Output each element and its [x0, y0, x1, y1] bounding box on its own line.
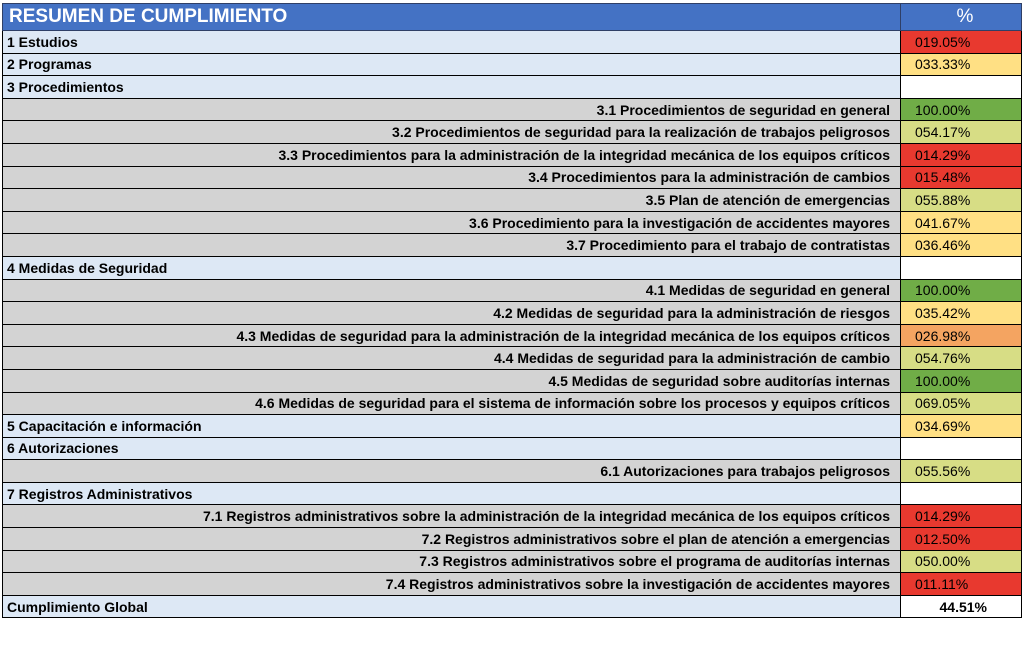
section-row	[3, 53, 1022, 76]
subsection-row	[3, 166, 1022, 189]
row-percent[interactable]: 054.17%	[901, 121, 1022, 144]
row-label[interactable]: 4.2 Medidas de seguridad para la administración de riesgos	[3, 302, 901, 325]
percent-column-header[interactable]: %	[901, 4, 1022, 31]
section-row	[3, 415, 1022, 438]
row-label[interactable]: 3.6 Procedimiento para la investigación de accidentes mayores	[3, 211, 901, 234]
row-percent[interactable]	[901, 437, 1022, 460]
row-label[interactable]: 1 Estudios	[3, 31, 901, 54]
row-percent[interactable]: 055.56%	[901, 460, 1022, 483]
row-label[interactable]: 4.6 Medidas de seguridad para el sistema de información sobre los procesos y equipos críticos	[3, 392, 901, 415]
row-percent[interactable]: 014.29%	[901, 143, 1022, 166]
subsection-row	[3, 369, 1022, 392]
row-percent[interactable]: 100.00%	[901, 279, 1022, 302]
row-label[interactable]: 7.1 Registros administrativos sobre la administración de la integridad mecánica de los equipos críticos	[3, 505, 901, 528]
table-body	[3, 31, 1022, 596]
row-percent[interactable]: 100.00%	[901, 98, 1022, 121]
section-row	[3, 482, 1022, 505]
row-label[interactable]: 6 Autorizaciones	[3, 437, 901, 460]
row-label[interactable]: 4.3 Medidas de seguridad para la administración de la integridad mecánica de los equipos críticos	[3, 324, 901, 347]
subsection-row	[3, 324, 1022, 347]
row-percent[interactable]: 050.00%	[901, 550, 1022, 573]
row-percent[interactable]: 054.76%	[901, 347, 1022, 370]
row-label[interactable]: 3 Procedimientos	[3, 76, 901, 99]
row-label[interactable]: 7.2 Registros administrativos sobre el plan de atención a emergencias	[3, 528, 901, 551]
row-label[interactable]: 4.1 Medidas de seguridad en general	[3, 279, 901, 302]
subsection-row	[3, 98, 1022, 121]
row-label[interactable]: 7.3 Registros administrativos sobre el programa de auditorías internas	[3, 550, 901, 573]
row-label[interactable]: 3.2 Procedimientos de seguridad para la realización de trabajos peligrosos	[3, 121, 901, 144]
section-row	[3, 31, 1022, 54]
table-title[interactable]: RESUMEN DE CUMPLIMIENTO	[3, 4, 901, 31]
subsection-row	[3, 550, 1022, 573]
row-percent[interactable]: 055.88%	[901, 189, 1022, 212]
row-percent[interactable]: 036.46%	[901, 234, 1022, 257]
row-percent[interactable]: 033.33%	[901, 53, 1022, 76]
row-label[interactable]: 3.4 Procedimientos para la administración de cambios	[3, 166, 901, 189]
section-row	[3, 76, 1022, 99]
row-label[interactable]: 3.3 Procedimientos para la administración de la integridad mecánica de los equipos críticos	[3, 143, 901, 166]
subsection-row	[3, 573, 1022, 596]
row-percent[interactable]	[901, 76, 1022, 99]
subsection-row	[3, 279, 1022, 302]
subsection-row	[3, 460, 1022, 483]
row-label[interactable]: 4.4 Medidas de seguridad para la administración de cambio	[3, 347, 901, 370]
row-label[interactable]: 5 Capacitación e información	[3, 415, 901, 438]
total-label[interactable]: Cumplimiento Global	[3, 595, 901, 618]
subsection-row	[3, 505, 1022, 528]
row-label[interactable]: 4.5 Medidas de seguridad sobre auditorías internas	[3, 369, 901, 392]
row-percent[interactable]	[901, 256, 1022, 279]
subsection-row	[3, 143, 1022, 166]
row-label[interactable]: 3.1 Procedimientos de seguridad en general	[3, 98, 901, 121]
section-row	[3, 437, 1022, 460]
subsection-row	[3, 121, 1022, 144]
row-percent[interactable]: 014.29%	[901, 505, 1022, 528]
section-row	[3, 256, 1022, 279]
row-percent[interactable]: 069.05%	[901, 392, 1022, 415]
row-label[interactable]: 7 Registros Administrativos	[3, 482, 901, 505]
row-percent[interactable]: 100.00%	[901, 369, 1022, 392]
subsection-row	[3, 189, 1022, 212]
row-label[interactable]: 6.1 Autorizaciones para trabajos peligrosos	[3, 460, 901, 483]
row-label[interactable]: 2 Programas	[3, 53, 901, 76]
compliance-summary-table	[2, 3, 1022, 618]
row-percent[interactable]: 026.98%	[901, 324, 1022, 347]
row-label[interactable]: 4 Medidas de Seguridad	[3, 256, 901, 279]
row-percent[interactable]: 041.67%	[901, 211, 1022, 234]
header-row	[3, 4, 1022, 31]
subsection-row	[3, 392, 1022, 415]
row-label[interactable]: 3.7 Procedimiento para el trabajo de contratistas	[3, 234, 901, 257]
subsection-row	[3, 347, 1022, 370]
row-label[interactable]: 3.5 Plan de atención de emergencias	[3, 189, 901, 212]
row-label[interactable]: 7.4 Registros administrativos sobre la investigación de accidentes mayores	[3, 573, 901, 596]
row-percent[interactable]: 011.11%	[901, 573, 1022, 596]
subsection-row	[3, 234, 1022, 257]
total-row	[3, 595, 1022, 618]
row-percent[interactable]: 019.05%	[901, 31, 1022, 54]
subsection-row	[3, 528, 1022, 551]
subsection-row	[3, 211, 1022, 234]
row-percent[interactable]	[901, 482, 1022, 505]
row-percent[interactable]: 034.69%	[901, 415, 1022, 438]
total-value[interactable]: 44.51%	[901, 595, 1022, 618]
row-percent[interactable]: 012.50%	[901, 528, 1022, 551]
row-percent[interactable]: 035.42%	[901, 302, 1022, 325]
subsection-row	[3, 302, 1022, 325]
row-percent[interactable]: 015.48%	[901, 166, 1022, 189]
